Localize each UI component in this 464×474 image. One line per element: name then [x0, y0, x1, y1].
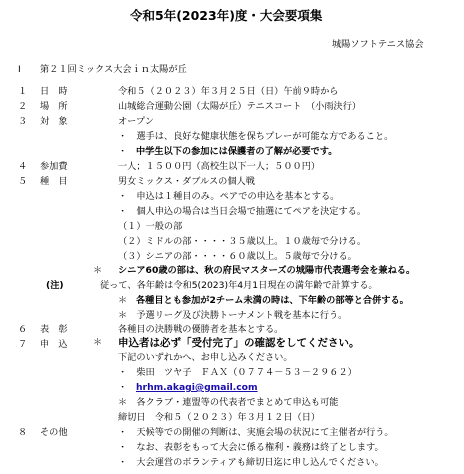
note-label: (注): [46, 280, 64, 291]
item-other-number: ８: [18, 427, 28, 438]
note-text: 従って、各年齢は令和5(2023)年4月1日現在の満年齢で計算する。: [100, 280, 378, 291]
event-bullet-one-entry: ・ 申込は１種目のみ。ペアでの申込を基本とする。: [118, 191, 340, 202]
item-target-value: オープン: [118, 116, 154, 127]
section-numeral: I: [18, 64, 21, 75]
item-target-number: ３: [18, 116, 28, 127]
item-place-value: 山城総合運動公園（太陽が丘）テニスコート （小雨決行）: [118, 101, 362, 112]
item-date-value: 令和５（２０２３）年３月２５日（日）午前９時から: [118, 86, 339, 97]
target-bullet-mark: ・: [118, 146, 128, 157]
page-title: 令和5年(2023年)度・大会要項集: [130, 8, 323, 23]
apply-mark: ＊: [93, 337, 103, 348]
target-bullet-health: ・ 選手は、良好な健康状態を保ちプレーが可能な方であること。: [118, 131, 394, 142]
organizer-name: 城陽ソフトテニス協会: [332, 39, 424, 50]
other-weather: ・ 天候等での開催の判断は、実施会場の状況にて主催者が行う。: [118, 427, 394, 438]
senior-note-mark: ＊: [93, 265, 103, 276]
event-category-middle: （２）ミドルの部・・・・３５歳以上。１０歳毎で分ける。: [118, 236, 367, 247]
apply-group-note: ＊ 各クラブ・連盟等の代表者でまとめて申込も可能: [118, 397, 339, 408]
format-note: ＊ 予選リーグ及び決勝トーナメント戦を基本に行う。: [118, 310, 348, 321]
item-award-value: 各種目の決勝戦の優勝者を基本とする。: [118, 324, 284, 335]
merge-note: 各種目とも参加が2チーム未満の時は、下年齢の部等と合併する。: [136, 295, 409, 306]
merge-note-mark: ＊: [118, 295, 128, 306]
item-event-label: 種 目: [40, 176, 68, 187]
apply-instruction: 下記のいずれかへ、お申し込みください。: [118, 352, 293, 363]
item-apply-number: ７: [18, 339, 28, 350]
item-target-label: 対 象: [40, 116, 68, 127]
apply-deadline: 締切日 令和５（２０２３）年３月１２日（日）: [118, 412, 321, 423]
event-bullet-lottery: ・ 個人申込の場合は当日会場で抽選にてペアを決定する。: [118, 206, 367, 217]
target-bullet-guardian: 中学生以下の参加には保護者の了解が必要です。: [136, 146, 338, 157]
apply-fax: ・ 柴田 ツヤ子 ＦＡＸ（０７７４－５３－２９６２）: [118, 367, 357, 378]
apply-confirm-note: 申込者は必ず「受付完了」の確認をしてください。: [118, 337, 360, 349]
apply-email-link[interactable]: hrhm.akagi@gmail.com: [136, 382, 258, 393]
event-category-senior: （３）シニアの部・・・・６０歳以上。５歳毎で分ける。: [118, 251, 357, 262]
item-other-label: その他: [40, 427, 68, 438]
item-fee-value: 一人；１５００円（高校生以下一人；５００円）: [118, 161, 321, 172]
item-award-number: ６: [18, 324, 28, 335]
item-place-label: 場 所: [40, 101, 68, 112]
senior-note: シニア60歳の部は、秋の府民マスターズの城陽市代表選考会を兼ねる。: [118, 265, 416, 276]
item-event-value: 男女ミックス・ダブルスの個人戦: [118, 176, 255, 187]
item-date-label: 日 時: [40, 86, 68, 97]
item-apply-label: 申 込: [40, 339, 68, 350]
item-award-label: 表 彰: [40, 324, 68, 335]
event-category-general: （１）一般の部: [118, 221, 183, 232]
item-place-number: ２: [18, 101, 28, 112]
section-title: 第２１回ミックス大会ｉｎ太陽が丘: [40, 64, 187, 75]
item-fee-number: ４: [18, 161, 28, 172]
other-rights: ・ なお、表彰をもって大会に係る権利・義務は終了とします。: [118, 442, 384, 453]
apply-email-bullet: ・: [118, 382, 128, 393]
item-fee-label: 参加費: [40, 161, 68, 172]
other-volunteer: ・ 大会運営のボランティアも締切日迄に申し込んでください。: [118, 457, 384, 468]
item-date-number: １: [18, 86, 28, 97]
item-event-number: ５: [18, 176, 28, 187]
